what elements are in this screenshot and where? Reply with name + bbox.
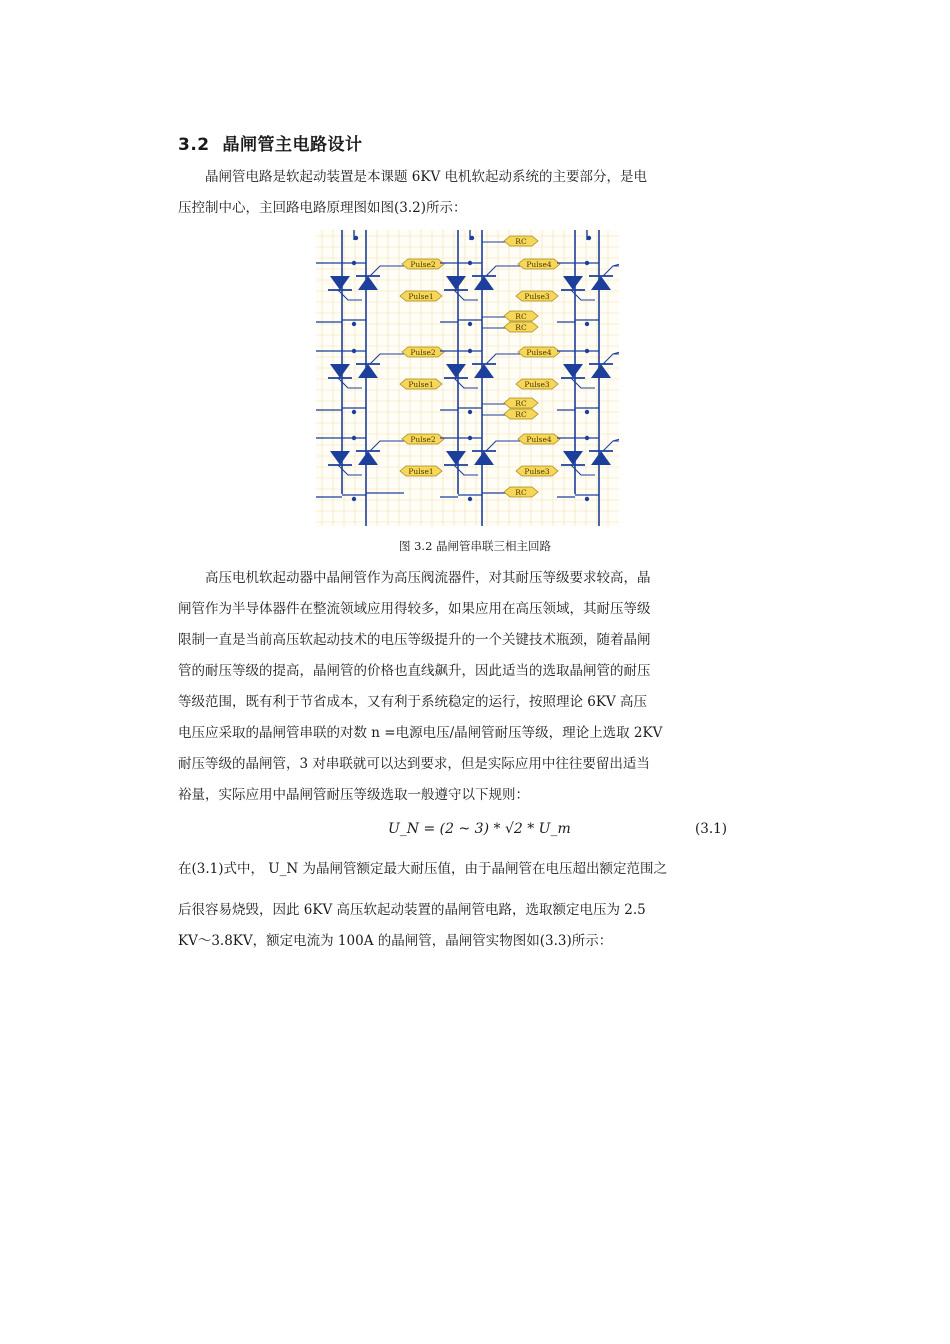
- junction-dot: [468, 349, 472, 353]
- junction-dot: [587, 236, 591, 240]
- after-line: 后很容易烧毁，因此 6KV 高压软起动装置的晶闸管电路，选取额定电压为 2.5: [178, 902, 646, 918]
- junction-dot: [585, 436, 589, 440]
- body-line: 耐压等级的晶闸管，3 对串联就可以达到要求，但是实际应用中往往要留出适当: [178, 756, 650, 772]
- body-line: 裕量，实际应用中晶闸管耐压等级选取一般遵守以下规则：: [178, 787, 529, 803]
- rc-label: RC: [515, 312, 527, 321]
- junction-dot: [470, 236, 474, 240]
- junction-dot: [352, 322, 356, 326]
- rc-label: RC: [515, 237, 527, 246]
- junction-dot: [468, 261, 472, 265]
- pulse-label: Pulse1: [408, 292, 434, 301]
- after-line: 在(3.1)式中， U_N 为晶闸管额定最大耐压值，由于晶闸管在电压超出额定范围之: [178, 861, 668, 877]
- pulse-label: Pulse1: [408, 467, 434, 476]
- body-line: 电压应采取的晶闸管串联的对数 n =电源电压/晶闸管耐压等级，理论上选取 2KV: [178, 725, 663, 741]
- rc-label: RC: [515, 399, 527, 408]
- junction-dot: [585, 349, 589, 353]
- intro-line: 晶闸管电路是软起动装置是本课题 6KV 电机软起动系统的主要部分，是电: [178, 169, 648, 185]
- junction-dot: [468, 410, 472, 414]
- figure-caption: 图 3.2 晶闸管串联三相主回路: [398, 539, 552, 553]
- junction-dot: [354, 236, 358, 240]
- pulse-label: Pulse3: [524, 380, 550, 389]
- pulse-label: Pulse3: [524, 467, 550, 476]
- junction-dot: [585, 322, 589, 326]
- pulse-label: Pulse2: [410, 260, 436, 269]
- junction-dot: [352, 261, 356, 265]
- junction-dot: [585, 497, 589, 501]
- pulse-label: Pulse4: [526, 260, 552, 269]
- pulse-label: Pulse1: [408, 380, 434, 389]
- junction-dot: [468, 322, 472, 326]
- junction-dot: [352, 410, 356, 414]
- intro-line: 压控制中心，主回路电路原理图如图(3.2)所示：: [178, 200, 467, 216]
- junction-dot: [468, 497, 472, 501]
- pulse-label: Pulse2: [410, 348, 436, 357]
- rc-label: RC: [515, 323, 527, 332]
- formula: U_N = (2 ~ 3) * √2 * U_m: [388, 821, 571, 837]
- body-line: 管的耐压等级的提高，晶闸管的价格也直线飙升，因此适当的选取晶闸管的耐压: [178, 663, 651, 679]
- pulse-label: Pulse4: [526, 435, 552, 444]
- pulse-label: Pulse3: [524, 292, 550, 301]
- junction-dot: [585, 261, 589, 265]
- intro-paragraph: [178, 162, 726, 224]
- formula-number: (3.1): [695, 821, 728, 837]
- section-heading: [178, 130, 362, 155]
- rc-label: RC: [515, 488, 527, 497]
- rc-label: RC: [515, 410, 527, 419]
- thyristor-circuit-diagram: [316, 230, 619, 526]
- section-number: 3.2: [178, 135, 210, 155]
- circuit-figure: [316, 230, 619, 526]
- section-title: 晶闸管主电路设计: [222, 135, 363, 155]
- body-line: 限制一直是当前高压软起动技术的电压等级提升的一个关键技术瓶颈，随着晶闸: [178, 632, 651, 648]
- junction-dot: [352, 349, 356, 353]
- junction-dot: [352, 497, 356, 501]
- after-line: KV～3.8KV，额定电流为 100A 的晶闸管，晶闸管实物图如(3.3)所示：: [178, 933, 613, 949]
- junction-dot: [585, 410, 589, 414]
- junction-dot: [352, 436, 356, 440]
- pulse-label: Pulse4: [526, 348, 552, 357]
- body-paragraph: [178, 563, 726, 811]
- body-line: 等级范围，既有利于节省成本，又有利于系统稳定的运行，按照理论 6KV 高压: [178, 694, 648, 710]
- pulse-label: Pulse2: [410, 435, 436, 444]
- body-line: 闸管作为半导体器件在整流领域应用得较多，如果应用在高压领域，其耐压等级: [178, 601, 651, 617]
- body-line: 高压电机软起动器中晶闸管作为高压阀流器件，对其耐压等级要求较高，晶: [178, 570, 651, 586]
- junction-dot: [468, 436, 472, 440]
